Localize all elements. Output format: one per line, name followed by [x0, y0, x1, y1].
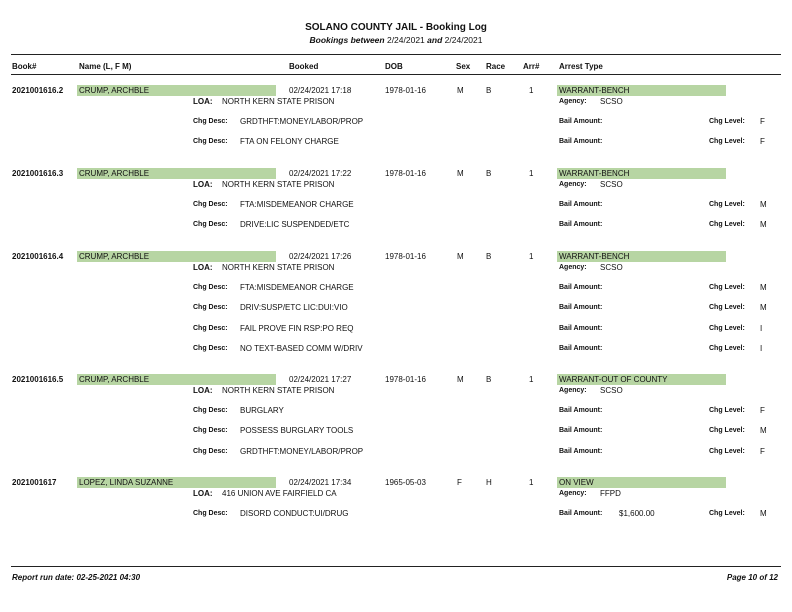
loa-value: NORTH KERN STATE PRISON [222, 97, 335, 106]
charge-level-value: I [760, 344, 763, 353]
charge-description: FTA:MISDEMEANOR CHARGE [240, 283, 354, 292]
charge-level-label: Chg Level: [709, 138, 745, 145]
bail-amount-label: Bail Amount: [559, 325, 603, 332]
arrest-number: 1 [529, 375, 534, 384]
arrest-number: 1 [529, 169, 534, 178]
agency-label: Agency: [559, 264, 587, 271]
arrest-number: 1 [529, 252, 534, 261]
charge-level-label: Chg Level: [709, 221, 745, 228]
date-of-birth: 1965-05-03 [385, 478, 426, 487]
charge-level-value: M [760, 509, 767, 518]
report-subtitle [0, 35, 792, 45]
charge-level-label: Chg Level: [709, 448, 745, 455]
charge-desc-label: Chg Desc: [193, 284, 228, 291]
sex-value: M [457, 169, 464, 178]
booked-datetime: 02/24/2021 17:18 [289, 86, 352, 95]
charge-level-value: M [760, 426, 767, 435]
page-number: Page 10 of 12 [726, 573, 778, 582]
inmate-name: CRUMP, ARCHBLE [77, 251, 276, 262]
charge-level-value: F [760, 406, 765, 415]
inmate-name: CRUMP, ARCHBLE [77, 168, 276, 179]
agency-value: SCSO [600, 180, 623, 189]
arrest-type: ON VIEW [557, 477, 726, 488]
bail-amount-label: Bail Amount: [559, 448, 603, 455]
charge-desc-label: Chg Desc: [193, 407, 228, 414]
charge-level-label: Chg Level: [709, 201, 745, 208]
bail-amount-label: Bail Amount: [559, 284, 603, 291]
loa-label: LOA: [193, 97, 213, 106]
booked-datetime: 02/24/2021 17:26 [289, 252, 352, 261]
arrest-type: WARRANT-OUT OF COUNTY [557, 374, 726, 385]
sex-value: M [457, 375, 464, 384]
col-header-arr: Arr# [523, 62, 540, 71]
charge-level-value: F [760, 117, 765, 126]
agency-label: Agency: [559, 490, 587, 497]
agency-value: SCSO [600, 386, 623, 395]
charge-level-label: Chg Level: [709, 325, 745, 332]
charge-level-label: Chg Level: [709, 407, 745, 414]
agency-label: Agency: [559, 98, 587, 105]
bail-amount-label: Bail Amount: [559, 201, 603, 208]
charge-level-value: M [760, 303, 767, 312]
booking-number: 2021001616.3 [12, 169, 64, 178]
charge-level-value: I [760, 324, 763, 333]
inmate-name: LOPEZ, LINDA SUZANNE [77, 477, 276, 488]
bail-amount-label: Bail Amount: [559, 304, 603, 311]
bail-amount-label: Bail Amount: [559, 138, 603, 145]
charge-description: DRIV:SUSP/ETC LIC:DUI:VIO [240, 303, 348, 312]
col-header-dob: DOB [385, 62, 403, 71]
col-header-book: Book# [12, 62, 37, 71]
booking-number: 2021001616.2 [12, 86, 64, 95]
charge-level-label: Chg Level: [709, 510, 745, 517]
charge-desc-label: Chg Desc: [193, 138, 228, 145]
charge-level-label: Chg Level: [709, 427, 745, 434]
charge-desc-label: Chg Desc: [193, 325, 228, 332]
charge-level-value: M [760, 200, 767, 209]
col-header-sex: Sex [456, 62, 471, 71]
charge-level-label: Chg Level: [709, 304, 745, 311]
agency-label: Agency: [559, 387, 587, 394]
charge-description: FTA ON FELONY CHARGE [240, 137, 339, 146]
loa-label: LOA: [193, 489, 213, 498]
date-of-birth: 1978-01-16 [385, 86, 426, 95]
charge-desc-label: Chg Desc: [193, 427, 228, 434]
col-header-race: Race [486, 62, 506, 71]
booked-datetime: 02/24/2021 17:22 [289, 169, 352, 178]
agency-value: SCSO [600, 97, 623, 106]
date-of-birth: 1978-01-16 [385, 169, 426, 178]
date-of-birth: 1978-01-16 [385, 375, 426, 384]
header-top-rule [11, 54, 781, 55]
sex-value: M [457, 252, 464, 261]
charge-level-label: Chg Level: [709, 118, 745, 125]
col-header-arrest-type: Arrest Type [559, 62, 603, 71]
charge-description: NO TEXT-BASED COMM W/DRIV [240, 344, 363, 353]
charge-description: FTA:MISDEMEANOR CHARGE [240, 200, 354, 209]
date-of-birth: 1978-01-16 [385, 252, 426, 261]
race-value: B [486, 86, 492, 95]
date-to: 2/24/2021 [444, 35, 483, 45]
charge-desc-label: Chg Desc: [193, 345, 228, 352]
charge-desc-label: Chg Desc: [193, 201, 228, 208]
race-value: B [486, 375, 492, 384]
arrest-number: 1 [529, 86, 534, 95]
arrest-type: WARRANT-BENCH [557, 251, 726, 262]
arrest-type: WARRANT-BENCH [557, 85, 726, 96]
booking-number: 2021001617 [12, 478, 57, 487]
loa-value: NORTH KERN STATE PRISON [222, 386, 335, 395]
charge-level-label: Chg Level: [709, 345, 745, 352]
footer-rule [11, 566, 781, 567]
charge-description: POSSESS BURGLARY TOOLS [240, 426, 354, 435]
charge-description: DISORD CONDUCT:UI/DRUG [240, 509, 349, 518]
charge-desc-label: Chg Desc: [193, 448, 228, 455]
charge-description: DRIVE:LIC SUSPENDED/ETC [240, 220, 350, 229]
bail-amount-label: Bail Amount: [559, 510, 603, 517]
header-bottom-rule [11, 74, 781, 75]
charge-desc-label: Chg Desc: [193, 304, 228, 311]
arrest-type: WARRANT-BENCH [557, 168, 726, 179]
subtitle-prefix: Bookings between [309, 35, 385, 45]
loa-label: LOA: [193, 386, 213, 395]
agency-label: Agency: [559, 181, 587, 188]
charge-level-label: Chg Level: [709, 284, 745, 291]
inmate-name: CRUMP, ARCHBLE [77, 85, 276, 96]
arrest-number: 1 [529, 478, 534, 487]
charge-description: GRDTHFT:MONEY/LABOR/PROP [240, 447, 364, 456]
charge-level-value: F [760, 447, 765, 456]
agency-value: SCSO [600, 263, 623, 272]
charge-description: FAIL PROVE FIN RSP:PO REQ [240, 324, 354, 333]
race-value: B [486, 169, 492, 178]
loa-value: 416 UNION AVE FAIRFIELD CA [222, 489, 337, 498]
booking-number: 2021001616.5 [12, 375, 64, 384]
race-value: H [486, 478, 492, 487]
col-header-name: Name (L, F M) [79, 62, 132, 71]
bail-amount-label: Bail Amount: [559, 407, 603, 414]
booking-number: 2021001616.4 [12, 252, 64, 261]
bail-amount-label: Bail Amount: [559, 427, 603, 434]
loa-value: NORTH KERN STATE PRISON [222, 180, 335, 189]
loa-label: LOA: [193, 263, 213, 272]
charge-desc-label: Chg Desc: [193, 118, 228, 125]
charge-desc-label: Chg Desc: [193, 510, 228, 517]
charge-desc-label: Chg Desc: [193, 221, 228, 228]
booked-datetime: 02/24/2021 17:27 [289, 375, 352, 384]
charge-level-value: F [760, 137, 765, 146]
inmate-name: CRUMP, ARCHBLE [77, 374, 276, 385]
race-value: B [486, 252, 492, 261]
charge-description: BURGLARY [240, 406, 284, 415]
booked-datetime: 02/24/2021 17:34 [289, 478, 352, 487]
bail-amount-value: $1,600.00 [619, 509, 655, 518]
col-header-booked: Booked [289, 62, 319, 71]
sex-value: M [457, 86, 464, 95]
subtitle-and: and [427, 35, 443, 45]
agency-value: FFPD [600, 489, 621, 498]
sex-value: F [457, 478, 462, 487]
bail-amount-label: Bail Amount: [559, 221, 603, 228]
date-from: 2/24/2021 [386, 35, 425, 45]
loa-value: NORTH KERN STATE PRISON [222, 263, 335, 272]
charge-level-value: M [760, 220, 767, 229]
report-title: SOLANO COUNTY JAIL - Booking Log [305, 22, 487, 33]
bail-amount-label: Bail Amount: [559, 345, 603, 352]
charge-level-value: M [760, 283, 767, 292]
loa-label: LOA: [193, 180, 213, 189]
report-run-date: Report run date: 02-25-2021 04:30 [12, 573, 141, 582]
charge-description: GRDTHFT:MONEY/LABOR/PROP [240, 117, 364, 126]
bail-amount-label: Bail Amount: [559, 118, 603, 125]
